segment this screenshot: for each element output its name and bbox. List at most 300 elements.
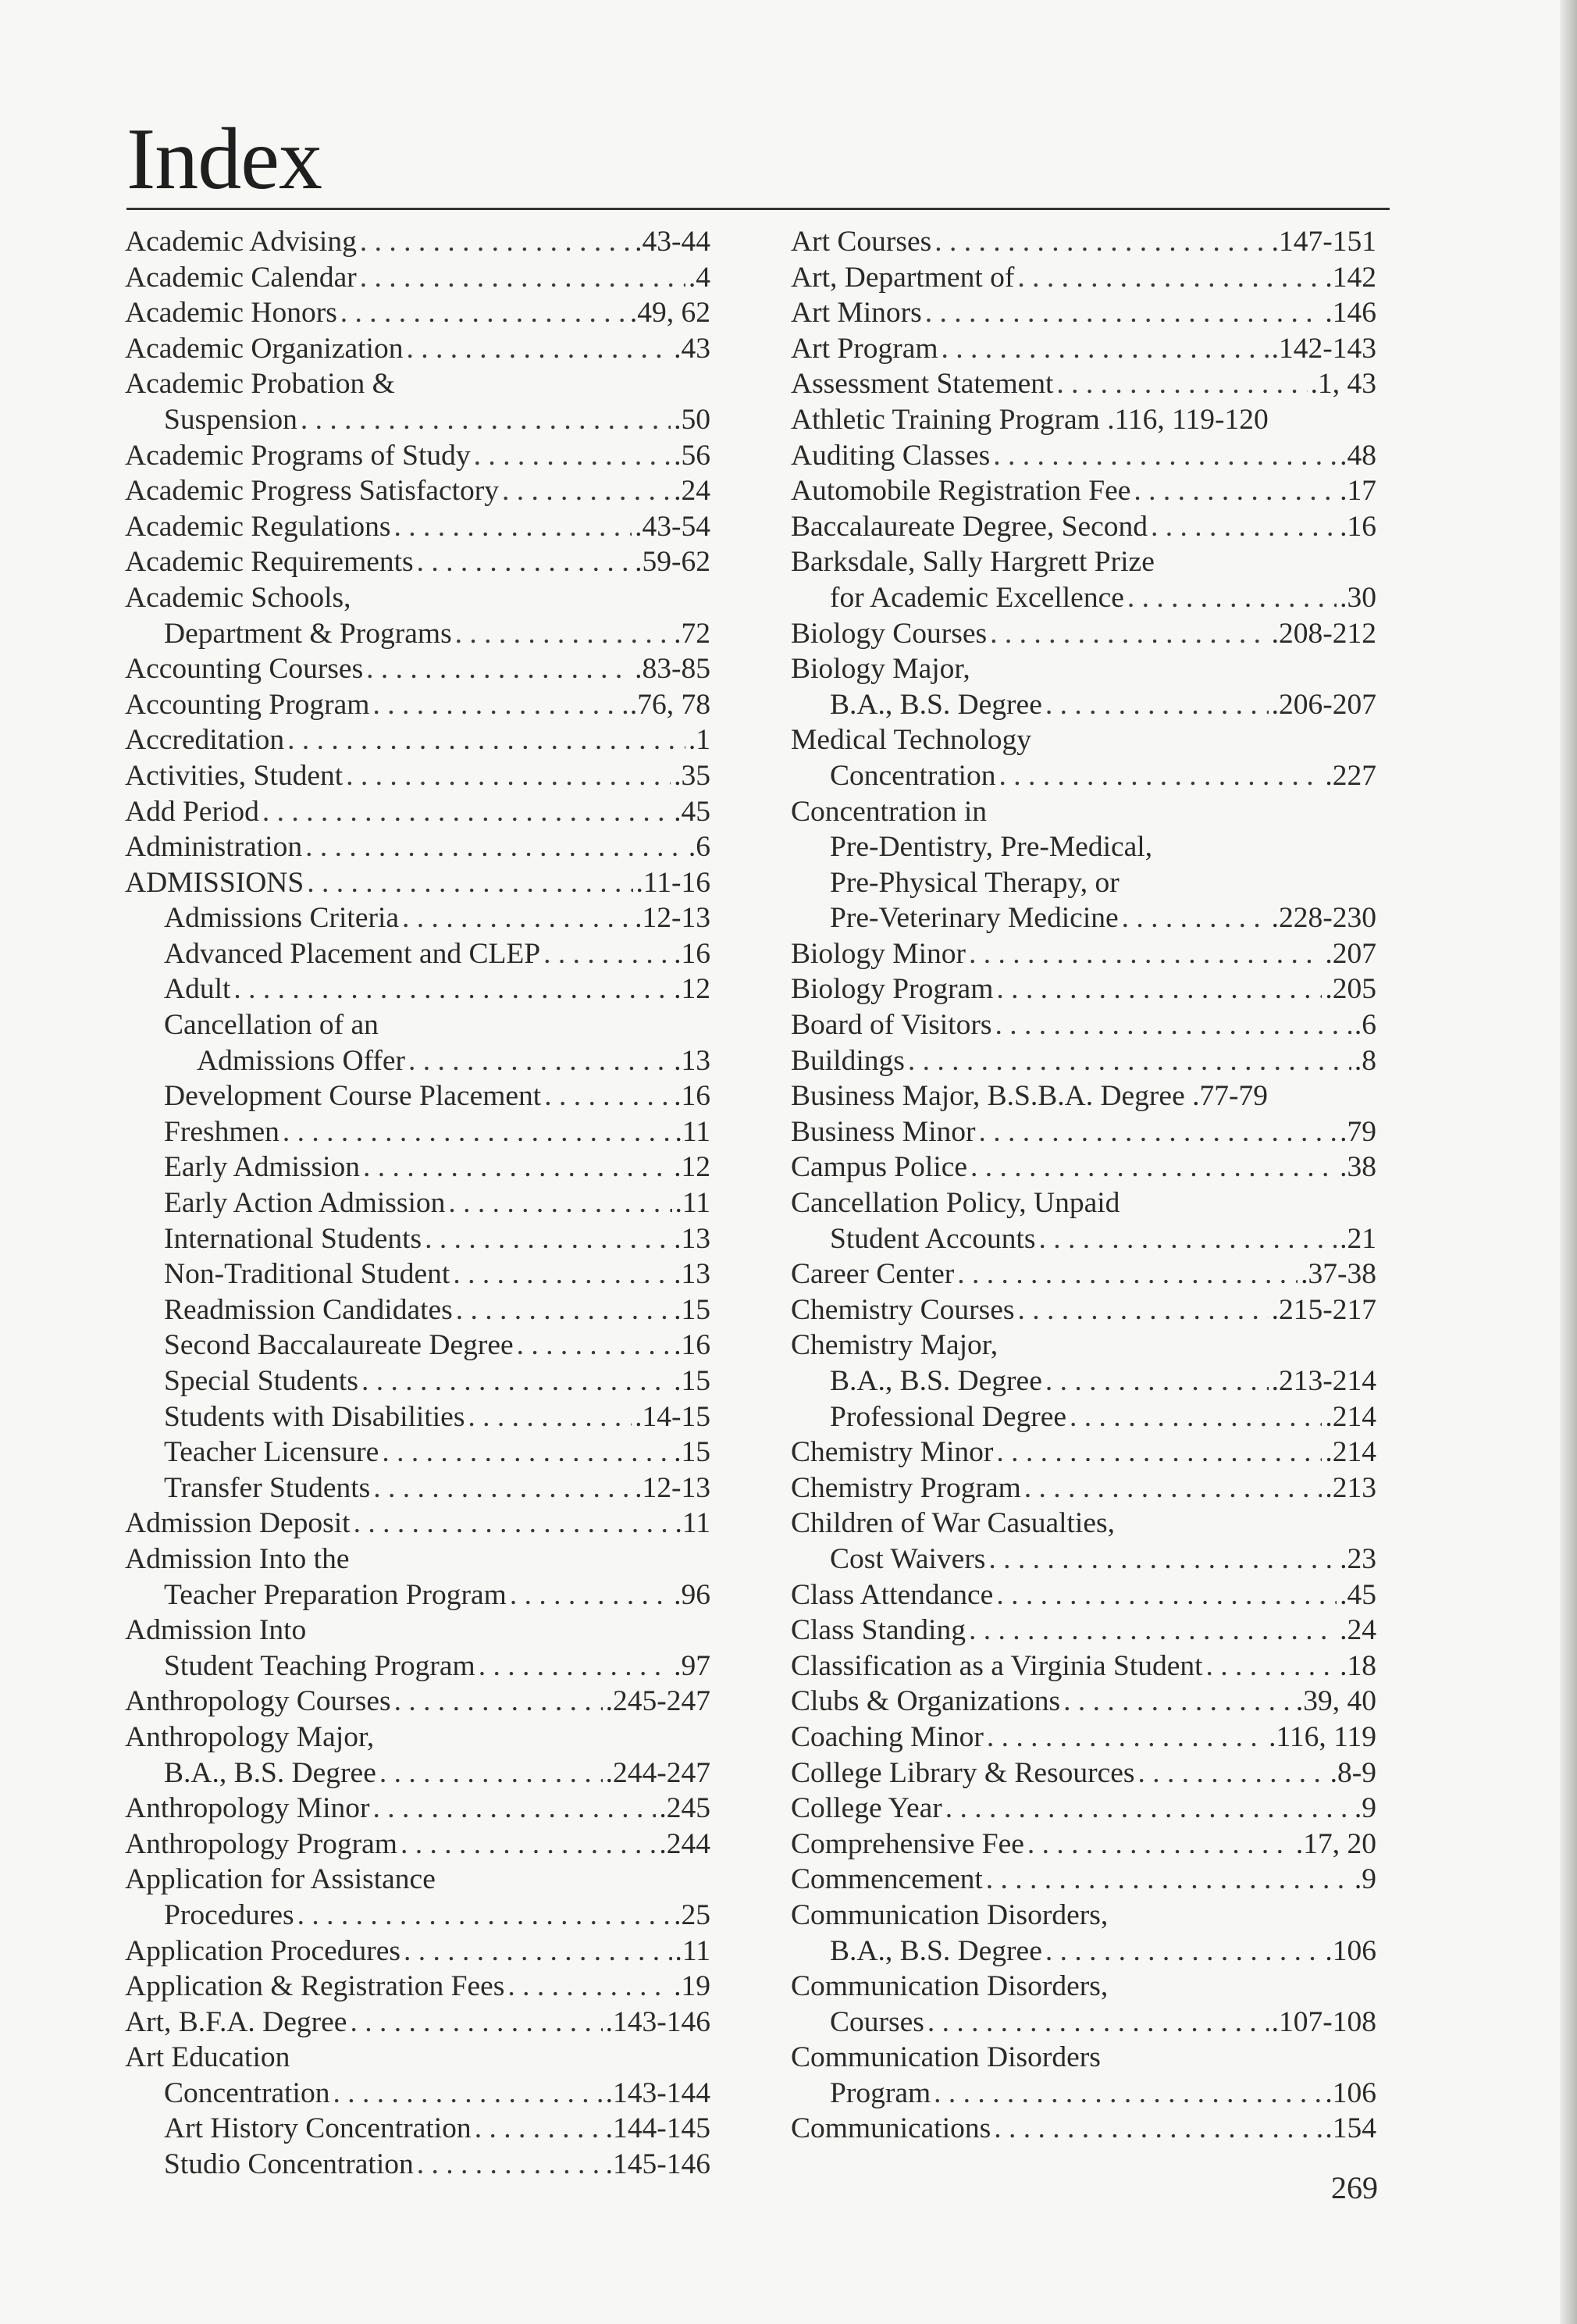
index-pages: .38: [1340, 1151, 1376, 1184]
index-pages: .83-85: [635, 653, 710, 686]
title-rule: [126, 208, 1390, 210]
dot-leader: [373, 1470, 632, 1506]
dot-leader: [394, 1684, 603, 1720]
dot-leader: [233, 971, 671, 1007]
index-entry: [125, 794, 710, 830]
index-entry: [125, 1506, 710, 1542]
index-term: Campus Police: [791, 1151, 968, 1184]
dot-leader: [934, 224, 1268, 260]
index-term: Professional Degree: [830, 1400, 1067, 1433]
dot-leader: [1138, 1755, 1327, 1791]
index-entry: [125, 224, 710, 260]
index-term: Cancellation Policy, Unpaid: [791, 1187, 1120, 1220]
index-entry: [791, 1470, 1376, 1506]
index-entry: [791, 2076, 1376, 2112]
index-term: Advanced Placement and CLEP: [164, 937, 541, 970]
index-entry: [125, 1043, 710, 1079]
index-term: Pre-Veterinary Medicine: [830, 902, 1119, 935]
index-entry: [125, 1649, 710, 1684]
index-pages: .25: [674, 1898, 710, 1931]
index-pages: .154: [1325, 2112, 1376, 2145]
index-pages: .245-247: [605, 1685, 710, 1718]
index-term: Admission Into the: [125, 1542, 350, 1575]
index-pages: .207: [1325, 937, 1376, 970]
index-term: Student Teaching Program: [164, 1649, 475, 1682]
dot-leader: [350, 2005, 602, 2041]
index-pages: .1, 43: [1310, 368, 1376, 401]
index-entry: [791, 687, 1376, 723]
index-pages: .12: [674, 973, 710, 1006]
index-pages: .6: [688, 831, 710, 864]
index-pages: .43-54: [635, 510, 710, 543]
index-term: Art History Concentration: [164, 2112, 472, 2145]
index-pages: .72: [674, 617, 710, 650]
index-entry: [125, 544, 710, 580]
index-entry: [791, 1292, 1376, 1328]
index-term: Academic Organization: [125, 332, 404, 365]
dot-leader: [307, 865, 632, 901]
index-pages: .43-44: [635, 226, 710, 258]
dot-leader: [1024, 1470, 1322, 1506]
index-entry: [125, 1007, 710, 1043]
dot-leader: [978, 1114, 1337, 1150]
index-term: Clubs & Organizations: [791, 1685, 1061, 1718]
index-term: Teacher Preparation Program: [164, 1578, 507, 1611]
index-entry: [791, 1114, 1376, 1150]
dot-leader: [1206, 1649, 1337, 1684]
index-entry: [791, 865, 1376, 901]
dot-leader: [942, 331, 1269, 367]
dot-leader: [994, 2111, 1322, 2147]
index-pages: .8: [1354, 1044, 1376, 1077]
index-term: Board of Visitors: [791, 1009, 992, 1042]
index-entry: [791, 651, 1376, 687]
page-title: Index: [126, 111, 322, 208]
index-term: Accounting Program: [125, 688, 370, 721]
dot-leader: [510, 1577, 671, 1613]
index-pages: .106: [1325, 1934, 1376, 1967]
dot-leader: [543, 936, 671, 972]
index-entry: [125, 1720, 710, 1755]
index-pages: .214: [1325, 1400, 1376, 1433]
index-term: Application & Registration Fees: [125, 1970, 505, 2003]
index-pages: .205: [1325, 973, 1376, 1006]
index-entry: [791, 1007, 1376, 1043]
index-entry: [125, 580, 710, 616]
dot-leader: [995, 1007, 1351, 1043]
index-pages: .142: [1325, 261, 1376, 294]
dot-leader: [400, 1827, 656, 1862]
index-pages: .206-207: [1271, 688, 1376, 721]
index-entry: [791, 580, 1376, 616]
index-entry: [125, 2005, 710, 2041]
index-entry: [791, 1898, 1376, 1934]
dot-leader: [283, 1114, 672, 1150]
index-entry: [125, 331, 710, 367]
index-term: Academic Programs of Study: [125, 439, 471, 472]
index-entry: [791, 2111, 1376, 2147]
index-entry: [791, 1399, 1376, 1435]
index-pages: .49, 62: [629, 297, 710, 330]
index-entry: [125, 1898, 710, 1934]
index-term: Medical Technology: [791, 724, 1032, 757]
index-term: Business Minor: [791, 1115, 976, 1148]
index-entry: [791, 366, 1376, 402]
index-term: Accreditation: [125, 724, 285, 757]
index-pages: .11: [675, 1934, 710, 1967]
dot-leader: [406, 331, 671, 367]
page-edge-shadow: [1560, 0, 1577, 2324]
index-pages: .56: [674, 439, 710, 472]
index-term: Program: [830, 2076, 931, 2109]
index-pages: .214: [1325, 1436, 1376, 1469]
index-pages: .11: [675, 1187, 710, 1220]
index-term: College Year: [791, 1792, 942, 1825]
index-term: Art Courses: [791, 226, 932, 258]
index-term: Anthropology Courses: [125, 1685, 391, 1718]
index-term: B.A., B.S. Degree: [830, 1365, 1042, 1397]
index-entry: [125, 2111, 710, 2147]
index-term: Academic Advising: [125, 226, 357, 258]
index-term: Business Major, B.S.B.A. Degree .77-79: [791, 1080, 1268, 1113]
index-term: Art Education: [125, 2041, 290, 2074]
dot-leader: [379, 1755, 603, 1791]
index-entry: [791, 509, 1376, 545]
index-entry: [791, 1043, 1376, 1079]
dot-leader: [361, 1363, 671, 1399]
index-term: Chemistry Minor: [791, 1436, 994, 1469]
dot-leader: [544, 1078, 671, 1114]
dot-leader: [1027, 1827, 1293, 1862]
index-entry: [791, 900, 1376, 936]
index-term: Anthropology Minor: [125, 1792, 370, 1825]
index-entry: [125, 651, 710, 687]
dot-leader: [507, 1969, 671, 2005]
dot-leader: [394, 509, 632, 545]
index-pages: .48: [1340, 439, 1376, 472]
index-term: Cancellation of an: [164, 1009, 379, 1042]
index-entry: [791, 1506, 1376, 1542]
index-entry: [125, 2147, 710, 2183]
dot-leader: [517, 1328, 671, 1363]
index-pages: .12: [674, 1151, 710, 1184]
dot-leader: [468, 1399, 632, 1435]
index-term: Biology Minor: [791, 937, 966, 970]
index-term: Communications: [791, 2112, 991, 2145]
index-term: Academic Regulations: [125, 510, 391, 543]
dot-leader: [479, 1649, 671, 1684]
index-entry: [125, 1114, 710, 1150]
index-entry: [125, 260, 710, 296]
dot-leader: [372, 687, 626, 723]
index-pages: .244-247: [605, 1756, 710, 1789]
index-entry: [125, 438, 710, 474]
index-entry: [125, 1363, 710, 1399]
index-term: Biology Courses: [791, 617, 988, 650]
index-term: Art Minors: [791, 297, 922, 330]
index-entry: [791, 794, 1376, 830]
index-pages: .213-214: [1271, 1365, 1376, 1397]
index-pages: .43: [674, 332, 710, 365]
index-term: Special Students: [164, 1365, 358, 1397]
index-term: Assessment Statement: [791, 368, 1054, 401]
index-entry: [791, 1078, 1376, 1114]
index-entry: [125, 900, 710, 936]
index-pages: .59-62: [635, 546, 710, 579]
index-pages: .9: [1354, 1863, 1376, 1896]
dot-leader: [1045, 1363, 1269, 1399]
index-term: Chemistry Program: [791, 1471, 1021, 1504]
dot-leader: [1070, 1399, 1322, 1435]
index-term: Accounting Courses: [125, 653, 364, 686]
index-pages: .30: [1340, 581, 1376, 614]
index-term: Auditing Classes: [791, 439, 991, 472]
index-pages: .11: [675, 1115, 710, 1148]
dot-leader: [1017, 1292, 1268, 1328]
index-pages: .145-146: [605, 2148, 710, 2181]
dot-leader: [988, 1542, 1337, 1577]
index-entry: [125, 366, 710, 402]
index-term: B.A., B.S. Degree: [164, 1756, 376, 1789]
dot-leader: [502, 473, 671, 509]
index-term: Buildings: [791, 1044, 905, 1077]
index-entry: [125, 1221, 710, 1257]
dot-leader: [354, 1506, 672, 1542]
index-term: for Academic Excellence: [830, 581, 1124, 614]
index-term: Classification as a Virginia Student: [791, 1649, 1203, 1682]
index-entry: [125, 509, 710, 545]
index-entry: [125, 1969, 710, 2005]
dot-leader: [404, 1934, 671, 1969]
dot-leader: [993, 438, 1337, 474]
index-entry: [791, 1755, 1376, 1791]
index-entry: [791, 1934, 1376, 1969]
index-term: Coaching Minor: [791, 1720, 984, 1753]
index-entry: [125, 616, 710, 652]
dot-leader: [1045, 1934, 1322, 1969]
index-term: International Students: [164, 1222, 422, 1255]
index-term: Pre-Dentistry, Pre-Medical,: [830, 831, 1153, 864]
index-term: Academic Requirements: [125, 546, 414, 579]
index-pages: .45: [674, 795, 710, 828]
index-pages: .107-108: [1271, 2005, 1376, 2038]
index-entry: [791, 971, 1376, 1007]
index-term: Studio Concentration: [164, 2148, 414, 2181]
index-pages: .6: [1354, 1009, 1376, 1042]
index-pages: .17, 20: [1295, 1827, 1376, 1860]
dot-leader: [1122, 900, 1269, 936]
page-number: 269: [1331, 2170, 1378, 2205]
index-pages: .12-13: [635, 902, 710, 935]
dot-leader: [474, 438, 671, 474]
index-pages: .37-38: [1301, 1258, 1376, 1291]
index-term: Second Baccalaureate Degree: [164, 1329, 514, 1362]
index-term: Biology Program: [791, 973, 994, 1006]
index-term: Concentration in: [791, 795, 987, 828]
index-pages: .142-143: [1271, 332, 1376, 365]
index-entry: [791, 1827, 1376, 1862]
index-term: Class Attendance: [791, 1578, 994, 1611]
index-term: College Library & Resources: [791, 1756, 1135, 1789]
dot-leader: [970, 1150, 1337, 1185]
index-term: ADMISSIONS: [125, 866, 304, 899]
dot-leader: [999, 758, 1322, 794]
index-entry: [791, 1649, 1376, 1684]
dot-leader: [402, 900, 632, 936]
index-entry: [791, 936, 1376, 972]
index-entry: [791, 829, 1376, 865]
index-term: Art Program: [791, 332, 938, 365]
index-entry: [125, 1613, 710, 1649]
index-entry: [791, 1862, 1376, 1898]
index-entry: [125, 402, 710, 438]
index-entry: [791, 1969, 1376, 2005]
index-pages: .24: [1340, 1614, 1376, 1647]
index-term: Freshmen: [164, 1115, 279, 1148]
index-pages: .228-230: [1271, 902, 1376, 935]
index-entry: [791, 1328, 1376, 1363]
index-entry: [125, 1292, 710, 1328]
index-pages: .1: [688, 724, 710, 757]
index-term: Anthropology Major,: [125, 1720, 375, 1753]
index-pages: .76, 78: [629, 688, 710, 721]
index-term: Communication Disorders: [791, 2041, 1101, 2074]
dot-leader: [425, 1221, 671, 1257]
dot-leader: [475, 2111, 603, 2147]
dot-leader: [360, 260, 685, 296]
index-pages: .8-9: [1330, 1756, 1376, 1789]
index-pages: .35: [674, 759, 710, 792]
index-term: Barksdale, Sally Hargrett Prize: [791, 546, 1155, 579]
dot-leader: [333, 2076, 602, 2112]
index-pages: .21: [1340, 1222, 1376, 1255]
dot-leader: [1127, 580, 1337, 616]
dot-leader: [382, 1435, 671, 1470]
dot-leader: [996, 1577, 1337, 1613]
index-term: B.A., B.S. Degree: [830, 1934, 1042, 1967]
index-entry: [791, 331, 1376, 367]
index-term: Academic Progress Satisfactory: [125, 475, 500, 508]
dot-leader: [1151, 509, 1337, 545]
index-pages: .16: [674, 1080, 710, 1113]
index-term: Career Center: [791, 1258, 955, 1291]
index-pages: .144-145: [605, 2112, 710, 2145]
index-entry: [791, 1150, 1376, 1185]
index-pages: .45: [1340, 1578, 1376, 1611]
index-pages: .147-151: [1271, 226, 1376, 258]
index-pages: .15: [674, 1293, 710, 1326]
index-entry: [791, 616, 1376, 652]
dot-leader: [986, 1862, 1351, 1898]
index-term: Automobile Registration Fee: [791, 475, 1131, 508]
index-entry: [791, 1791, 1376, 1827]
index-entry: [791, 438, 1376, 474]
index-term: Admissions Offer: [197, 1044, 406, 1077]
index-pages: .19: [674, 1970, 710, 2003]
index-pages: .4: [688, 261, 710, 294]
index-term: Academic Probation &: [125, 368, 395, 401]
index-term: Suspension: [164, 403, 297, 436]
dot-leader: [1039, 1221, 1337, 1257]
index-entry: [791, 1435, 1376, 1470]
dot-leader: [363, 1150, 671, 1185]
index-entry: [791, 260, 1376, 296]
index-entry: [125, 971, 710, 1007]
index-column-left: [125, 224, 710, 2183]
index-term: Cost Waivers: [830, 1542, 986, 1575]
index-entry: [791, 402, 1376, 438]
index-term: Anthropology Program: [125, 1827, 397, 1860]
index-entry: [125, 722, 710, 758]
index-entry: [125, 1577, 710, 1613]
index-entry: [791, 1221, 1376, 1257]
index-entry: [791, 758, 1376, 794]
dot-leader: [360, 224, 632, 260]
index-term: Admission Into: [125, 1614, 307, 1647]
index-entry: [125, 1185, 710, 1221]
index-entry: [125, 758, 710, 794]
index-entry: [791, 1363, 1376, 1399]
index-term: Teacher Licensure: [164, 1436, 379, 1469]
dot-leader: [346, 758, 671, 794]
index-entry: [791, 2040, 1376, 2076]
index-term: Concentration: [830, 759, 996, 792]
index-entry: [125, 1827, 710, 1862]
index-term: Comprehensive Fee: [791, 1827, 1024, 1860]
index-entry: [125, 829, 710, 865]
dot-leader: [301, 402, 671, 438]
dot-leader: [925, 295, 1322, 331]
index-term: Administration: [125, 831, 303, 864]
index-pages: .116, 119: [1269, 1720, 1376, 1753]
index-pages: .106: [1325, 2076, 1376, 2109]
index-term: Development Course Placement: [164, 1080, 542, 1113]
index-entry: [125, 1755, 710, 1791]
index-pages: .14-15: [635, 1400, 710, 1433]
index-pages: .143-146: [605, 2005, 710, 2038]
index-entry: [791, 544, 1376, 580]
dot-leader: [1134, 473, 1337, 509]
index-column-right: [791, 224, 1376, 2147]
index-pages: .13: [674, 1258, 710, 1291]
dot-leader: [448, 1185, 671, 1221]
index-pages: .213: [1325, 1471, 1376, 1504]
index-entry: [125, 1791, 710, 1827]
index-term: Athletic Training Program .116, 119-120: [791, 403, 1269, 436]
index-entry: [125, 687, 710, 723]
index-pages: .50: [674, 403, 710, 436]
index-term: Pre-Physical Therapy, or: [830, 866, 1120, 899]
dot-leader: [297, 1898, 671, 1934]
index-entry: [125, 1399, 710, 1435]
index-term: Procedures: [164, 1898, 294, 1931]
index-entry: [791, 1720, 1376, 1755]
index-entry: [791, 473, 1376, 509]
index-entry: [791, 1613, 1376, 1649]
index-pages: .23: [1340, 1542, 1376, 1575]
index-term: Application for Assistance: [125, 1863, 436, 1896]
index-entry: [125, 295, 710, 331]
index-pages: .18: [1340, 1649, 1376, 1682]
index-pages: .16: [674, 937, 710, 970]
index-term: Early Admission: [164, 1151, 361, 1184]
index-pages: .245: [659, 1792, 710, 1825]
dot-leader: [969, 1613, 1337, 1649]
index-term: Academic Schools,: [125, 581, 351, 614]
index-term: Communication Disorders,: [791, 1898, 1109, 1931]
dot-leader: [417, 2147, 603, 2183]
index-term: Academic Calendar: [125, 261, 357, 294]
